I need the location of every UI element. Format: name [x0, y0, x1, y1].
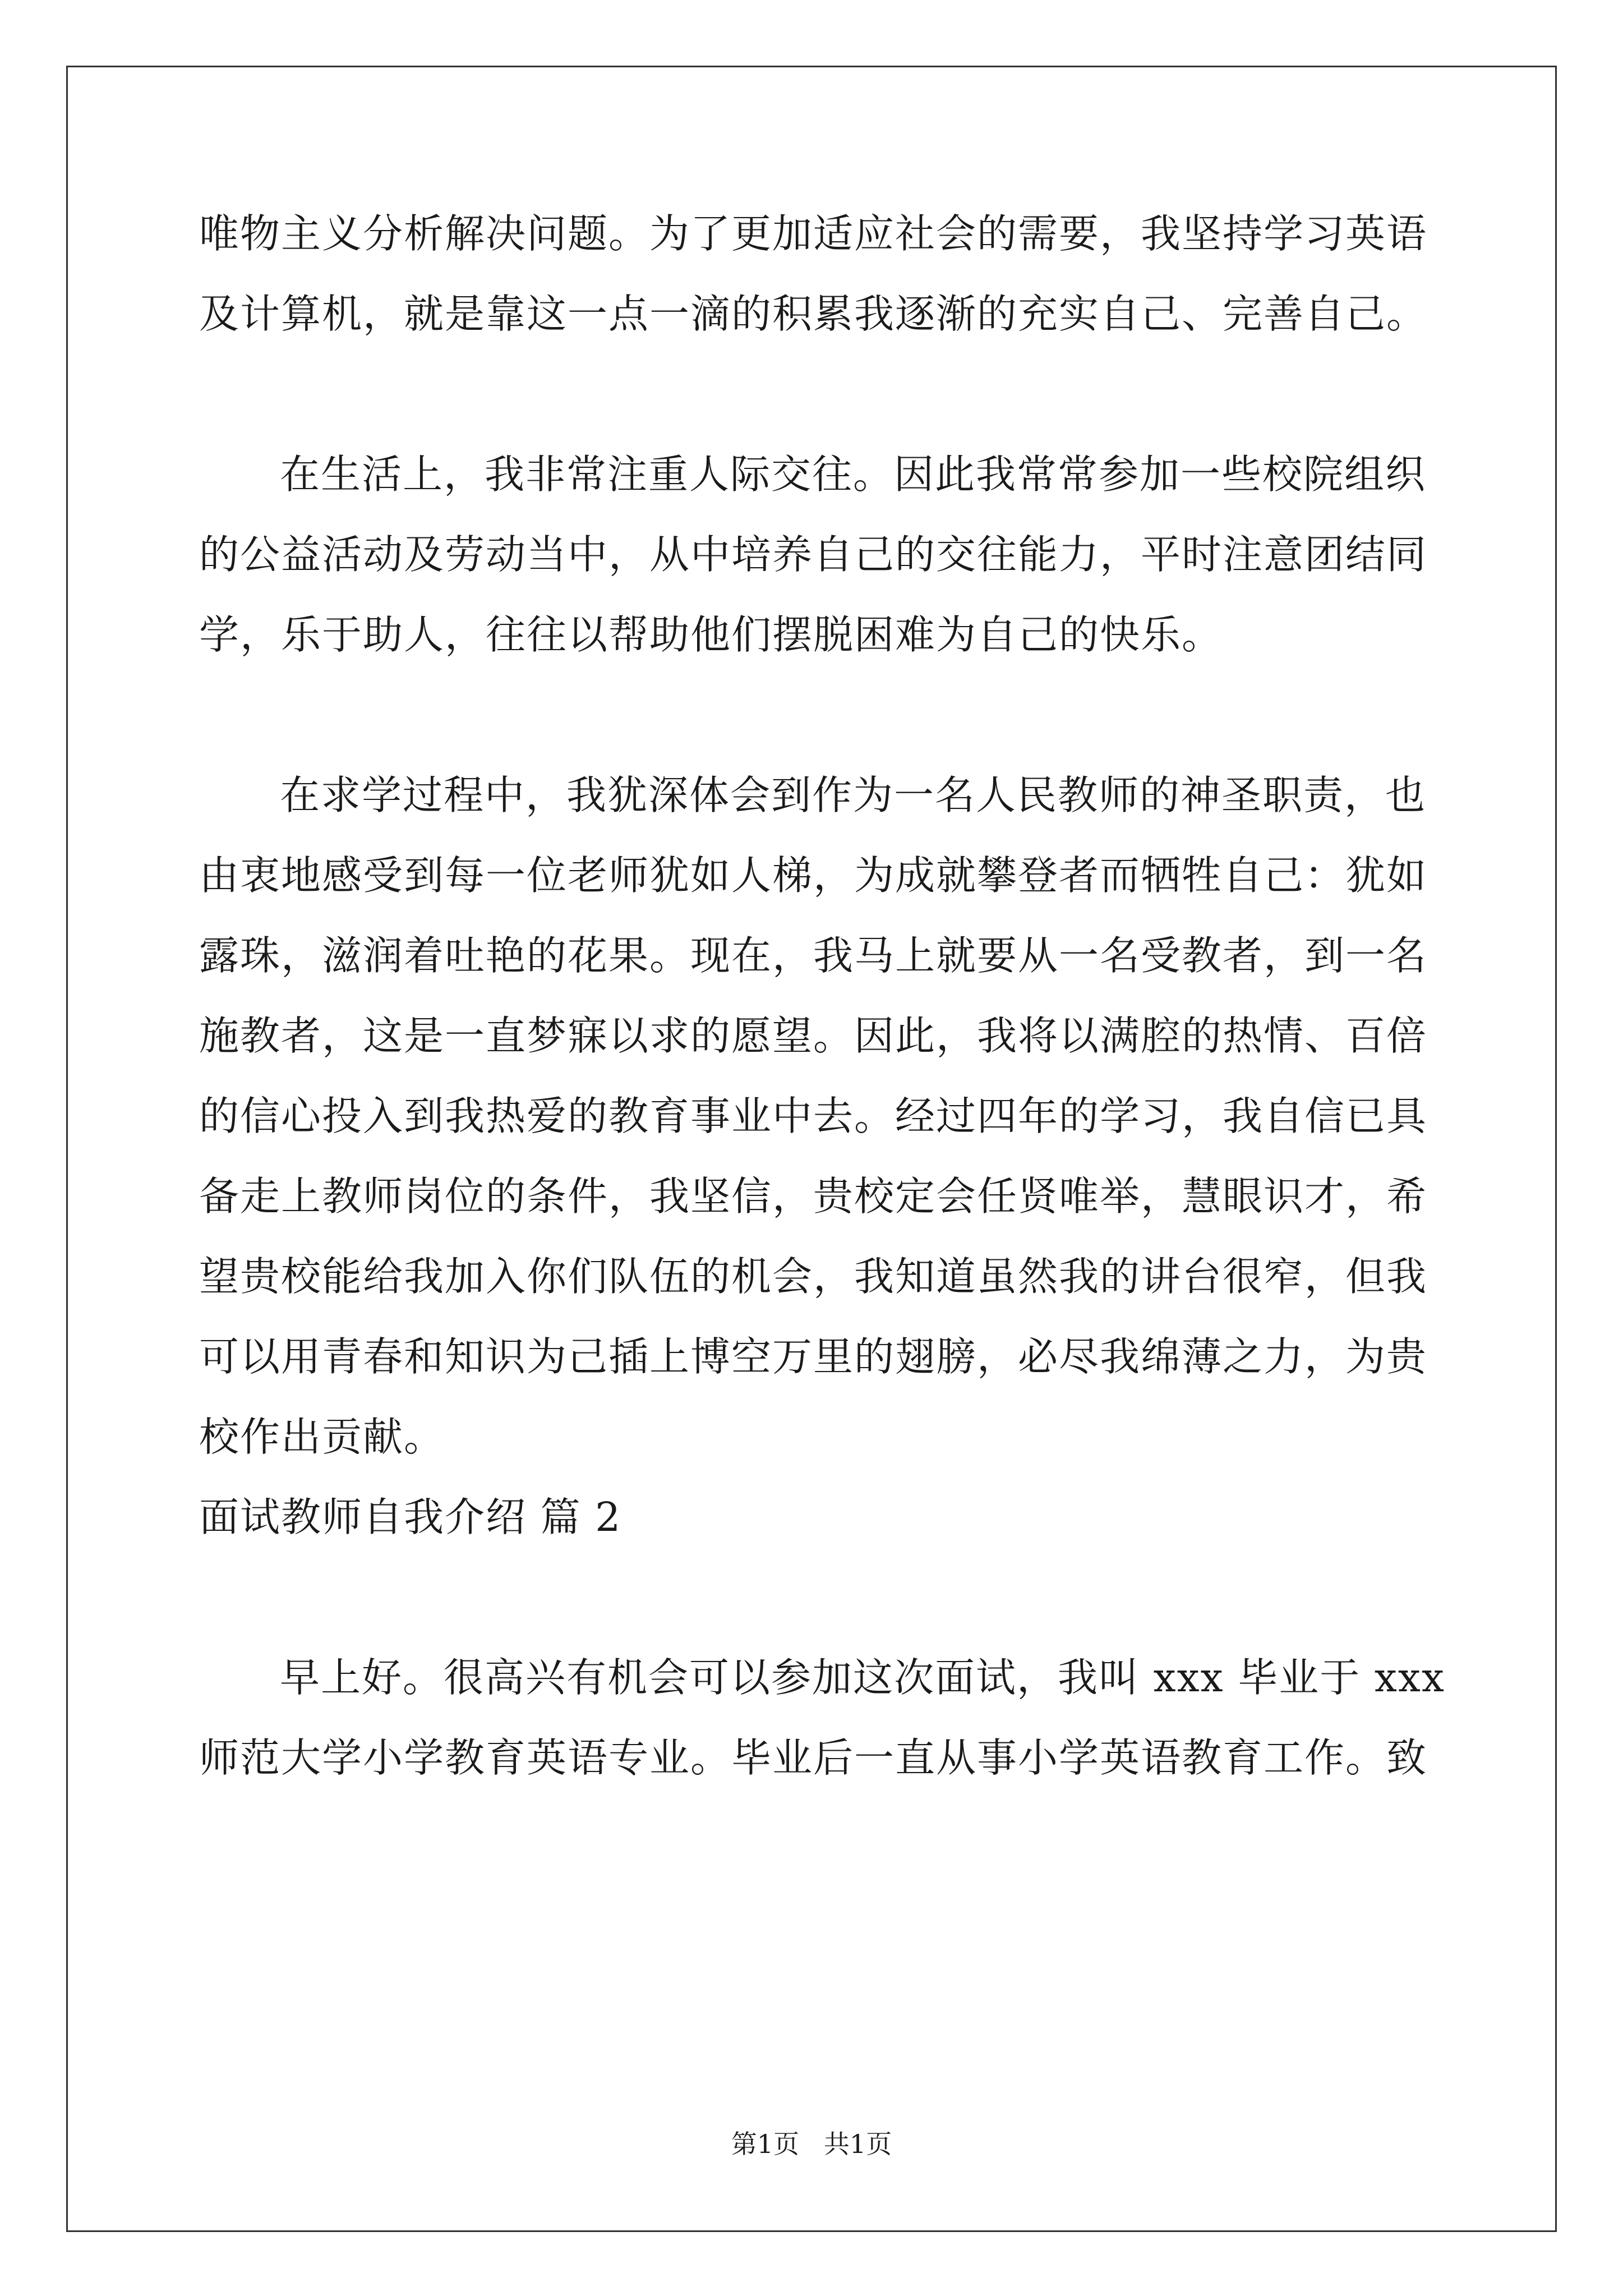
text-line: 学，乐于助人，往往以帮助他们摆脱困难为自己的快乐。: [199, 611, 1223, 658]
text-line: 及计算机，就是靠这一点一滴的积累我逐渐的充实自己、完善自己。: [199, 291, 1428, 337]
paragraph-first-line: 早上好。很高兴有机会可以参加这次面试，我叫 xxx 毕业于 xxx: [280, 1654, 1445, 1701]
text-line: 可以用青春和知识为己插上博空万里的翅膀，必尽我绵薄之力，为贵: [199, 1333, 1428, 1380]
document-body: [199, 194, 1445, 1798]
text-line: 由衷地感受到每一位老师犹如人梯，为成就攀登者而牺牲自己：犹如: [199, 852, 1428, 899]
paragraph-first-line: 在生活上，我非常注重人际交往。因此我常常参加一些校院组织: [280, 451, 1427, 498]
text-line: 施教者，这是一直梦寐以求的愿望。因此，我将以满腔的热情、百倍: [199, 1013, 1428, 1059]
section-heading: 面试教师自我介绍 篇 2: [199, 1494, 622, 1540]
text-line: 的信心投入到我热爱的教育事业中去。经过四年的学习，我自信已具: [199, 1093, 1428, 1139]
text-line: 的公益活动及劳动当中，从中培养自己的交往能力，平时注意团结同: [199, 531, 1428, 578]
text-line: 望贵校能给我加入你们队伍的机会，我知道虽然我的讲台很窄，但我: [199, 1253, 1428, 1300]
text-line: 唯物主义分析解决问题。为了更加适应社会的需要，我坚持学习英语: [199, 210, 1428, 257]
text-line: 校作出贡献。: [199, 1414, 445, 1460]
page-footer: 第1页 共1页: [731, 2129, 892, 2159]
paragraph-first-line: 在求学过程中，我犹深体会到作为一名人民教师的神圣职责，也: [280, 772, 1427, 818]
text-line: 备走上教师岗位的条件，我坚信，贵校定会任贤唯举，慧眼识才，希: [199, 1173, 1428, 1220]
text-line: 师范大学小学教育英语专业。毕业后一直从事小学英语教育工作。致: [199, 1734, 1428, 1781]
text-line: 露珠，滋润着吐艳的花果。现在，我马上就要从一名受教者，到一名: [199, 932, 1428, 979]
